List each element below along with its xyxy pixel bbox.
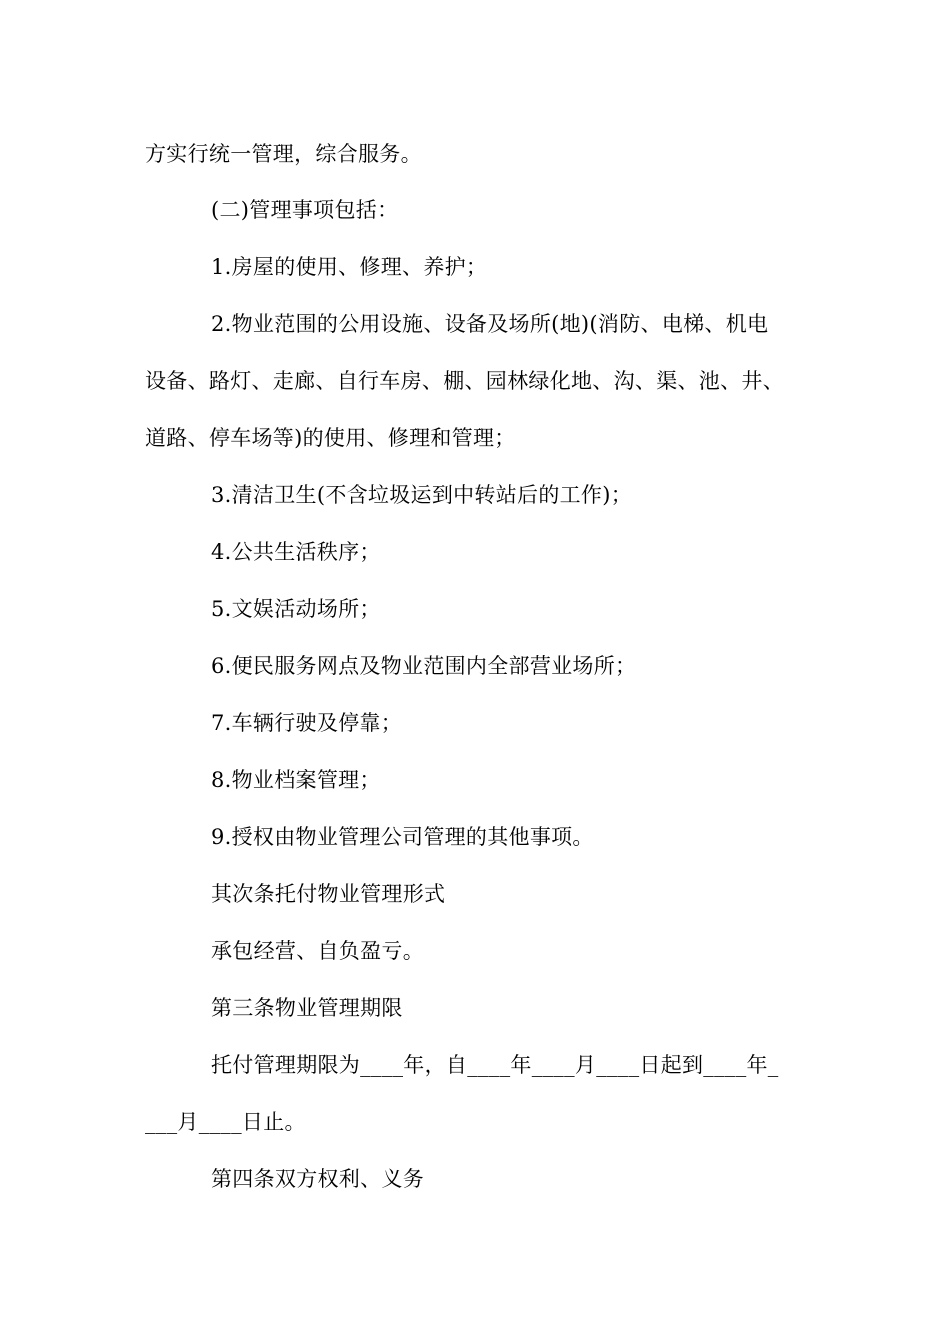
article-2-body: 承包经营、自负盈亏。	[211, 939, 424, 963]
list-item-7: 7.车辆行驶及停靠；	[211, 711, 403, 735]
article-4-heading: 第四条双方权利、义务	[211, 1167, 424, 1191]
list-item-2: 2.物业范围的公用设施、设备及场所(地)(消防、电梯、机电	[211, 312, 769, 336]
article-3-heading: 第三条物业管理期限	[211, 996, 403, 1020]
list-item-8: 8.物业档案管理；	[211, 768, 381, 792]
list-item-9: 9.授权由物业管理公司管理的其他事项。	[211, 825, 594, 849]
list-item-6: 6.便民服务网点及物业范围内全部营业场所；	[211, 654, 637, 678]
list-item-2-continuation-a: 设备、路灯、走廊、自行车房、棚、园林绿化地、沟、渠、池、井、	[145, 369, 784, 393]
article-3-body: 托付管理期限为____年，自____年____月____日起到____年_	[211, 1053, 779, 1077]
text-line-continuation: 方实行统一管理，综合服务。	[145, 142, 422, 166]
article-2-heading: 其次条托付物业管理形式	[211, 882, 446, 906]
article-3-body-continuation: ___月____日止。	[145, 1110, 306, 1134]
section-heading-management-items: (二)管理事项包括：	[211, 198, 399, 222]
list-item-1: 1.房屋的使用、修理、养护；	[211, 255, 488, 279]
list-item-3: 3.清洁卫生(不含垃圾运到中转站后的工作)；	[211, 483, 633, 507]
list-item-5: 5.文娱活动场所；	[211, 597, 381, 621]
list-item-4: 4.公共生活秩序；	[211, 540, 381, 564]
list-item-2-continuation-b: 道路、停车场等)的使用、修理和管理；	[145, 426, 516, 450]
